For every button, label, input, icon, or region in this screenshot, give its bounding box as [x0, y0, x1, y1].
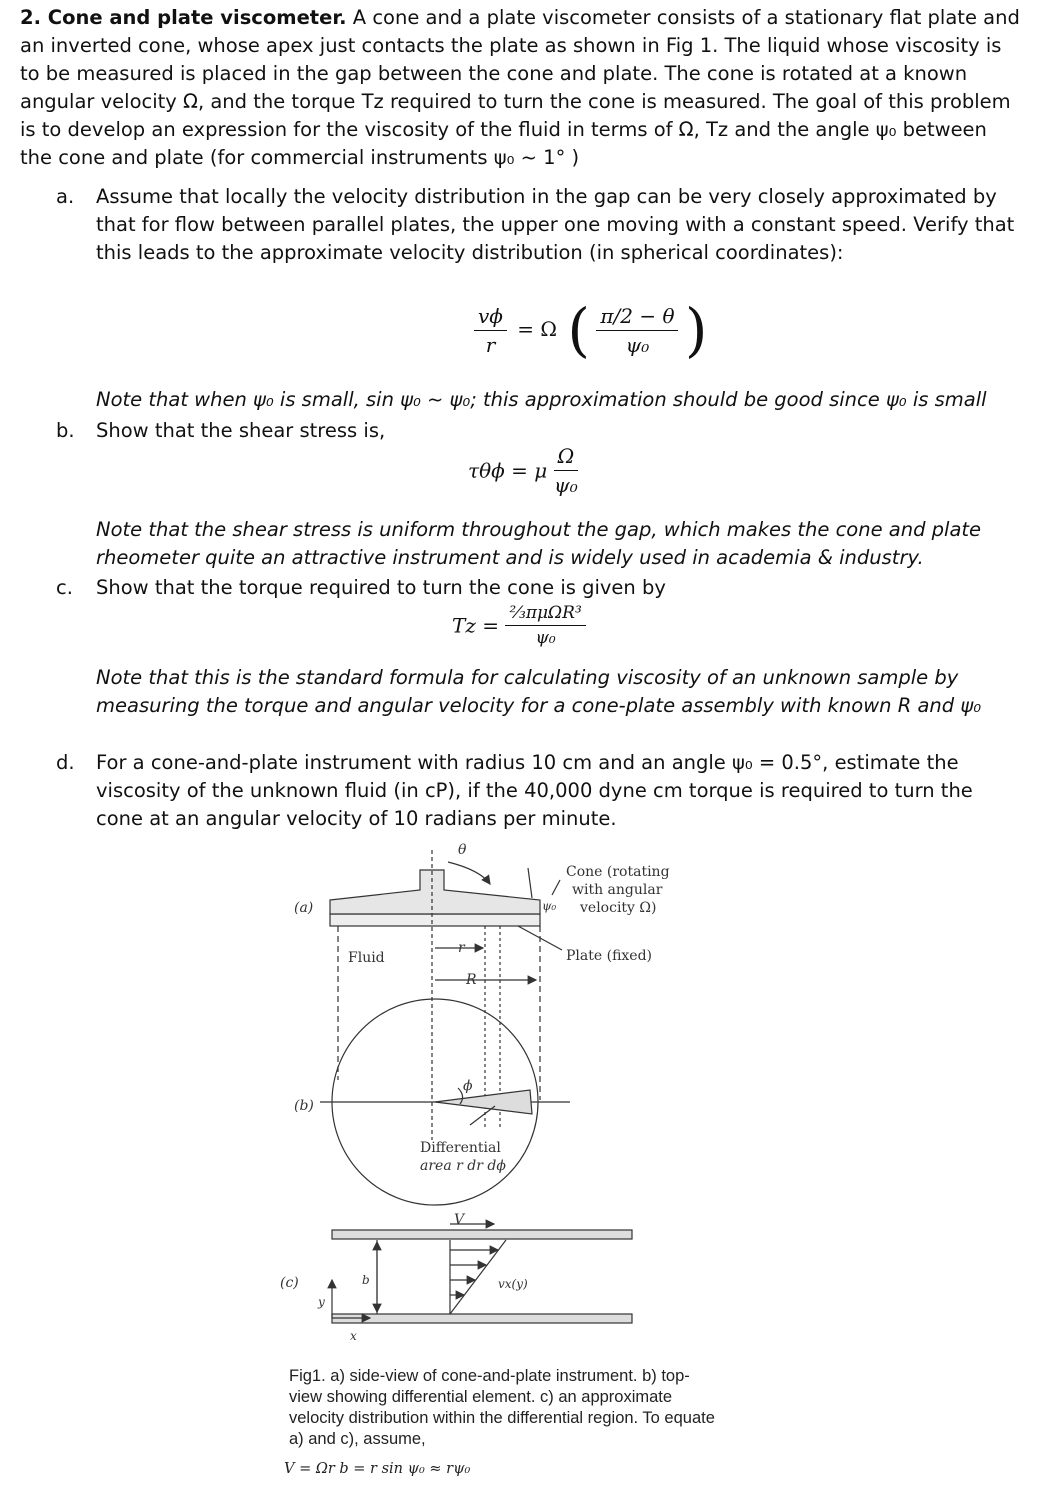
part-c-label: c. [56, 576, 73, 599]
eq-b-num: Ω [554, 444, 579, 471]
fig-fluid: Fluid [348, 950, 385, 966]
part-a-note: Note that when ψ₀ is small, sin ψ₀ ~ ψ₀; this approximation should be good since ψ₀ is small [96, 388, 987, 411]
part-d-label: d. [56, 751, 75, 774]
eq-a-rhs-num: π/2 − θ [596, 304, 678, 331]
eq-c-den: ψ₀ [535, 628, 556, 648]
cone-shape [330, 870, 540, 914]
problem-intro-text: A cone and a plate viscometer consists of a stationary flat plate and an inverted cone, whose apex just contacts the plate as shown in Fig 1. The liquid whose viscosity is to be measured is placed in the gap between the cone and plate. The cone is rotated at a known angular velocity Ω, and the torque Tz required to turn the cone is measured. The goal of this problem is to develop an expression for the viscosity of the fluid in terms of Ω, Tz and the angle ψ₀ between the cone and plate (for commercial instruments ψ₀ ~ 1° ) [20, 6, 1020, 169]
eq-a-lhs-num: vϕ [474, 304, 507, 331]
fig-label-c: (c) [280, 1275, 299, 1291]
fig-r: r [458, 940, 465, 956]
fig-psi: ψ₀ [542, 899, 557, 913]
lower-plate [332, 1314, 632, 1323]
fig-diff-2: area r dr dϕ [420, 1158, 506, 1174]
part-b-text: Show that the shear stress is, [96, 419, 386, 442]
fig-cone-1: Cone (rotating [566, 864, 670, 880]
part-b-note: Note that the shear stress is uniform throughout the gap, which makes the cone and plate rheometer quite an attractive instrument and is widely used in academia & industry. [96, 518, 982, 569]
eq-b-lhs: τθϕ = μ [468, 458, 548, 483]
fig-V: V [454, 1212, 465, 1228]
fig-theta: θ [458, 842, 467, 858]
part-b-label: b. [56, 419, 75, 442]
eq-a-mid: = Ω [517, 316, 557, 341]
torque-equation [452, 603, 586, 648]
eq-c-num: ⅔πμΩR³ [505, 603, 585, 626]
problem-title: 2. Cone and plate viscometer. [20, 6, 347, 29]
eq-b-den: ψ₀ [554, 473, 578, 497]
fig-x: x [350, 1329, 357, 1343]
shear-stress-equation [468, 444, 578, 497]
fig-cone-2: with angular [572, 882, 663, 898]
fig-b: b [362, 1273, 370, 1287]
figure-assume: V = Ωr b = r sin ψ₀ ≈ rψ₀ [284, 1461, 471, 1477]
fig-cone-3: velocity Ω) [580, 900, 657, 916]
problem-intro [20, 4, 1020, 172]
fig-vx: vx(y) [498, 1277, 528, 1291]
fig-phi: ϕ [463, 1078, 473, 1094]
fig-y: y [318, 1295, 325, 1309]
fig-R: R [466, 972, 477, 988]
fig-plate: Plate (fixed) [566, 948, 653, 964]
eq-a-rhs-den: ψ₀ [625, 332, 650, 357]
fig-label-a: (a) [294, 900, 314, 916]
figure-caption: Fig1. a) side-view of cone-and-plate instrument. b) top-view showing differential element. c) an approximate velocity distribution within the differential region. To equate a) and c), assume, [289, 1367, 715, 1448]
cone-plate-figure [270, 840, 690, 1360]
upper-plate [332, 1230, 632, 1239]
fig-diff-1: Differential [420, 1140, 501, 1156]
plate-rect [330, 914, 540, 926]
eq-c-lhs: Tz = [452, 613, 499, 638]
part-d-text: For a cone-and-plate instrument with radius 10 cm and an angle ψ₀ = 0.5°, estimate the viscosity of the unknown fluid (in cP), if the 40,000 dyne cm torque is required to turn the cone at an angular velocity of 10 radians per minute. [96, 751, 973, 830]
part-a-text: Assume that locally the velocity distribution in the gap can be very closely approximated by that for flow between parallel plates, the upper one moving with a constant speed. Verify that this leads to the approximate velocity distribution (in spherical coordinates): [96, 185, 1015, 264]
eq-a-lhs-den: r [485, 332, 496, 357]
part-a-label: a. [56, 185, 75, 208]
velocity-equation: $\frac{v\phi}{r}$ = Ω ( $\frac{\pi/2 - \theta}{\text{ψ₀}}$ ) [474, 296, 707, 364]
fig-label-b: (b) [294, 1098, 314, 1114]
part-c-note: Note that this is the standard formula for calculating viscosity of an unknown sample by measuring the torque and angular velocity for a cone-plate assembly with known R and ψ₀ [96, 666, 982, 717]
part-c-text: Show that the torque required to turn the cone is given by [96, 576, 666, 599]
